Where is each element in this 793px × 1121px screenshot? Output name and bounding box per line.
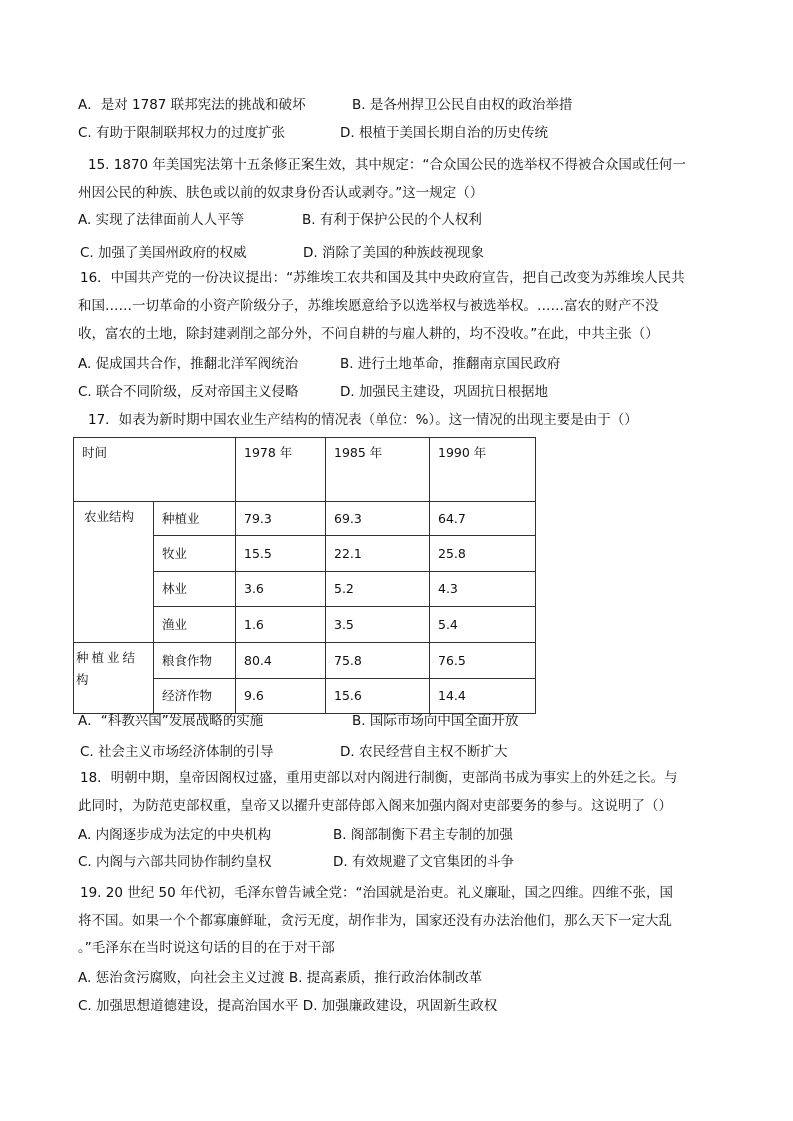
q16-stem-line-2: 和国……一切革命的小资产阶级分子，苏维埃愿意给予以选举权与被选举权。……富农的财产不没 xyxy=(78,298,659,314)
q15-option-a: A. 实现了法律面前人人平等 xyxy=(78,212,245,228)
q15-option-d: D. 消除了美国的种族歧视现象 xyxy=(303,245,484,261)
q15-stem-line-2: 州因公民的种族、肤色或以前的奴隶身份否认或剥夺。”这一规定（） xyxy=(78,185,484,201)
q17-option-c: C. 社会主义市场经济体制的引导 xyxy=(80,744,274,760)
q18-option-d: D. 有效规避了文官集团的斗争 xyxy=(333,854,514,870)
q17-option-d: D. 农民经营自主权不断扩大 xyxy=(340,744,508,760)
q14-option-b: B. 是各州捍卫公民自由权的政治举措 xyxy=(352,97,573,113)
table-group-agri-structure: 农业结构 xyxy=(74,502,154,643)
q16-option-d: D. 加强民主建设，巩固抗日根据地 xyxy=(340,384,548,400)
table-header-1990: 1990 年 xyxy=(430,438,536,502)
q17-option-a: A．“科教兴国”发展战略的实施 xyxy=(78,713,264,729)
table-group-crop-structure: 种植业结构 xyxy=(74,643,154,714)
q18-option-c: C. 内阁与六部共同协作制约皇权 xyxy=(78,854,272,870)
table-header-row xyxy=(74,438,536,502)
q16-option-a: A. 促成国共合作，推翻北洋军阀统治 xyxy=(78,356,299,372)
q15-stem-line-1: 15. 1870 年美国宪法第十五条修正案生效，其中规定：“合众国公民的选举权不得被合众国或任何一 xyxy=(88,157,686,173)
table-header-1978: 1978 年 xyxy=(236,438,326,502)
q16-stem-line-3: 收，富农的土地，除封建剥削之部分外，不问自耕的与雇人耕的，均不没收。”在此，中共主张（） xyxy=(78,326,659,342)
table-row: 林业 3.6 5.2 4.3 xyxy=(74,572,536,607)
q16-option-c: C. 联合不同阶级，反对帝国主义侵略 xyxy=(78,384,299,400)
table-header-time: 时间 xyxy=(74,438,236,502)
table-header-1985: 1985 年 xyxy=(326,438,430,502)
q19-stem-line-2: 将不国。如果一个个都寡廉鲜耻，贪污无度，胡作非为，国家还没有办法治他们，那么天下一定大乱 xyxy=(78,913,672,929)
q18-stem-line-2: 此同时，为防范吏部权重，皇帝又以擢升吏部侍郎入阁来加强内阁对吏部要务的参与。这说明了（） xyxy=(78,798,672,814)
q16-option-b: B. 进行土地革命，推翻南京国民政府 xyxy=(340,356,561,372)
q16-stem-line-1: 16．中国共产党的一份决议提出：“苏维埃工农共和国及其中央政府宣告，把自己改变为苏维埃人民共 xyxy=(80,270,685,286)
agri-structure-table xyxy=(73,437,536,714)
q14-option-d: D. 根植于美国长期自治的历史传统 xyxy=(340,125,548,141)
q17-option-b: B. 国际市场向中国全面开放 xyxy=(352,713,519,729)
q18-option-b: B. 阁部制衡下君主专制的加强 xyxy=(333,827,513,843)
q19-options-a-b: A. 惩治贪污腐败，向社会主义过渡 B. 提高素质，推行政治体制改革 xyxy=(78,970,483,986)
table-row: 渔业 1.6 3.5 5.4 xyxy=(74,607,536,643)
table-row: 经济作物 9.6 15.6 14.4 xyxy=(74,679,536,714)
table-row: 牧业 15.5 22.1 25.8 xyxy=(74,536,536,572)
q19-stem-line-3: 。”毛泽东在当时说这句话的目的在于对干部 xyxy=(78,940,335,956)
q18-stem-line-1: 18．明朝中期，皇帝因阁权过盛，重用吏部以对内阁进行制衡，吏部尚书成为事实上的外廷之长。与 xyxy=(80,770,678,786)
table-row: 农业结构 种植业 79.3 69.3 64.7 xyxy=(74,502,536,536)
q19-options-c-d: C. 加强思想道德建设，提高治国水平 D. 加强廉政建设，巩固新生政权 xyxy=(78,998,498,1014)
table-row: 种植业结构 粮食作物 80.4 75.8 76.5 xyxy=(74,643,536,679)
q17-stem: 17．如表为新时期中国农业生产结构的情况表（单位：%）。这一情况的出现主要是由于（） xyxy=(88,412,638,428)
q18-option-a: A. 内阁逐步成为法定的中央机构 xyxy=(78,827,272,843)
q15-option-b: B. 有利于保护公民的个人权利 xyxy=(302,212,482,228)
q14-option-a: A．是对 1787 联邦宪法的挑战和破坏 xyxy=(78,97,306,113)
q15-option-c: C. 加强了美国州政府的权威 xyxy=(80,245,247,261)
q14-option-c: C. 有助于限制联邦权力的过度扩张 xyxy=(78,125,286,141)
q19-stem-line-1: 19. 20 世纪 50 年代初，毛泽东曾告诫全党：“治国就是治吏。礼义廉耻，国之四维。四维不张，国 xyxy=(80,885,673,901)
